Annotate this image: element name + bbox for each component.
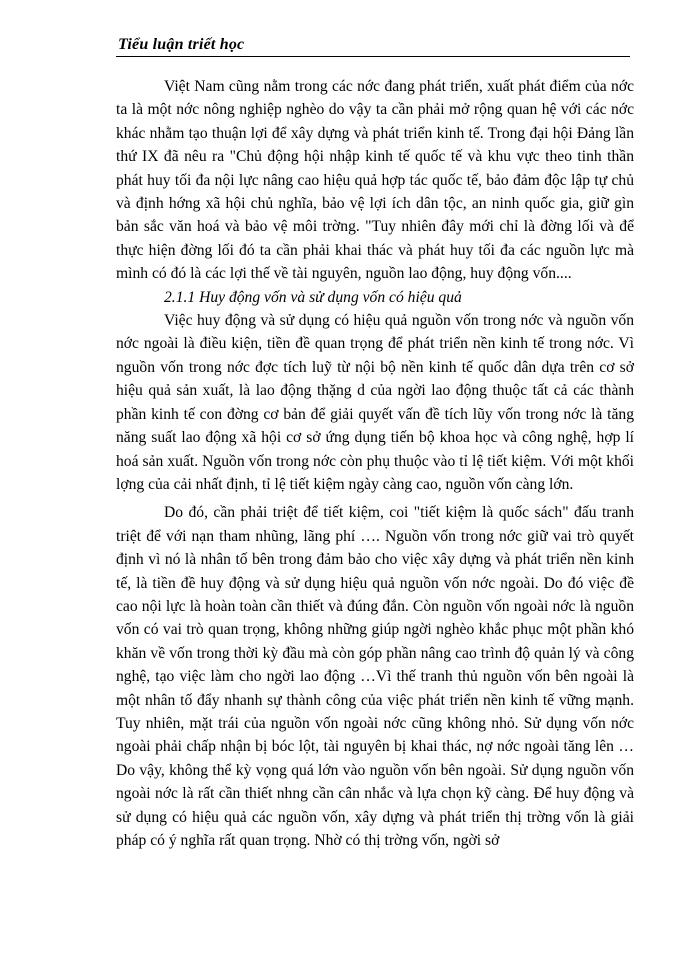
- document-body: [116, 75, 634, 852]
- section-heading: 2.1.1 Huy động vốn và sử dụng vốn có hiệu quả: [164, 288, 462, 306]
- paragraph-savings: Do đó, cần phải triệt để tiết kiệm, coi "tiết kiệm là quốc sách" đấu tranh triệt để với nạn tham nhũng, lãng phí …. Nguồn vốn trong nớc giữ vai trò quyết định vì nó là nhân tố bên trong đảm bảo cho việc xây dựng và phát triển nền kinh tế, là tiền đề huy động và sử dụng hiệu quả nguồn vốn nớc ngoài. Do đó việc đề cao nội lực là hoàn toàn cần thiết và đúng đắn. Còn nguồn vốn ngoài nớc là nguồn vốn có vai trò quan trọng, không những giúp ngời nghèo khắc phục một phần khó khăn về vốn trong thời kỳ đầu mà còn góp phần nâng cao trình độ quản lý và công nghệ, tạo việc làm cho ngời lao động …Vì thế tranh thủ nguồn vốn bên ngoài là một nhân tố đẩy nhanh sự thành công của việc phát triển nền kinh tế vững mạnh. Tuy nhiên, mặt trái của nguồn vốn ngoài nớc cũng không nhỏ. Sử dụng vốn nớc ngoài phải chấp nhận bị bóc lột, tài nguyên bị khai thác, nợ nớc ngoài tăng lên … Do vậy, không thể kỳ vọng quá lớn vào nguồn vốn bên ngoài. Sử dụng nguồn vốn ngoài nớc là rất cần thiết nhng cần cân nhắc và lựa chọn kỹ càng. Để huy động và sử dụng có hiệu quả các nguồn vốn, xây dựng và phát triển thị trờng vốn là giải pháp có ý nghĩa rất quan trọng. Nhờ có thị trờng vốn, ngời sở: [116, 504, 634, 849]
- paragraph-capital: Việc huy động và sử dụng có hiệu quả nguồn vốn trong nớc và nguồn vốn nớc ngoài là điều kiện, tiền đề quan trọng để phát triển nền kinh tế trong nớc. Vì nguồn vốn trong nớc đợc tích luỹ từ nội bộ nền kinh tế quốc dân dựa trên cơ sở hiệu quả sản xuất, là lao động thặng d của ngời lao động thuộc tất cả các thành phần kinh tế con đờng cơ bản để giải quyết vấn đề tích lũy vốn trong nớc là tăng năng suất lao động xã hội cơ sở ứng dụng tiến bộ khoa học và công nghệ, hợp lí hoá sản xuất. Nguồn vốn trong nớc còn phụ thuộc vào tỉ lệ tiết kiệm. Với một khối lợng của cải nhất định, tỉ lệ tiết kiệm ngày càng cao, nguồn vốn càng lớn.: [116, 312, 634, 493]
- header-title: Tiểu luận triết học: [118, 36, 245, 53]
- header-rule: [116, 56, 630, 57]
- paragraph-intro: Việt Nam cũng nằm trong các nớc đang phát triển, xuất phát điểm của nớc ta là một nớc nông nghiệp nghèo do vậy ta cần phải mở rộng quan hệ với các nớc khác nhằm tạo thuận lợi để xây dựng và phát triển kinh tế. Trong đại hội Đảng lần thứ IX đã nêu ra "Chủ động hội nhập kinh tế quốc tế và khu vực theo tinh thần phát huy tối đa nội lực nâng cao hiệu quả hợp tác quốc tế, bảo đảm độc lập tự chủ và định hớng xã hội chủ nghĩa, bảo vệ lợi ích dân tộc, an ninh quốc gia, giữ gìn bản sắc văn hoá và bảo vệ môi trờng. "Tuy nhiên đây mới chỉ là đờng lối và để thực hiện đờng lối đó ta cần phải khai thác và phát huy tối đa các nguồn lực mà mình có đó là các lợi thế về tài nguyên, nguồn lao động, huy động vốn....: [116, 78, 634, 283]
